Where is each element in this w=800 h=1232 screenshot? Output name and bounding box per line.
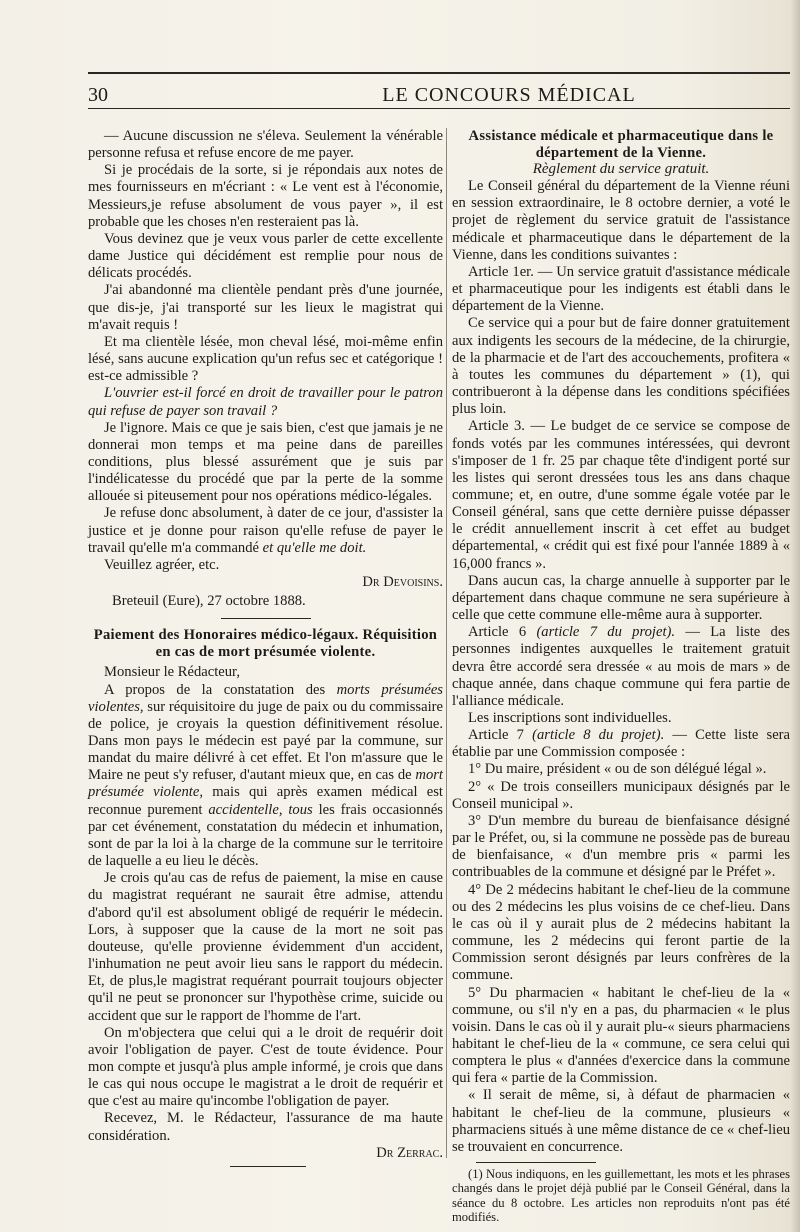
left-column — [88, 128, 443, 1162]
list-item: 3° D'un membre du bureau de bienfaisance désigné par le Préfet, ou, si la commune ne possède pas de bureau de bienfaisance, « d'un membre pris « parmi les contribuables de la commune et désigné par le Préfet ». — [452, 812, 790, 881]
paragraph — [452, 727, 790, 761]
paragraph-text: — La liste des personnes indigentes auxquelles le traitement gratuit devra être accordé sera dressée « au mois de mars » de chaque année, dans chaque commune qui fera partie de l'alliance médicale. — [452, 624, 790, 709]
paragraph: Je l'ignore. Mais ce que je sais bien, c'est que jamais je ne donnerai mon temps et ma peine dans de pareilles conditions, plus blessé assurément que je suis par l'indélicatesse du procédé que par la perte de la somme allouée si piteusement pour nos opérations médico-légales. — [88, 419, 443, 505]
paragraph-text: les frais occasionnés par cet événement, constatation du médecin et inhumation, sont de par la loi à la charge de la commune sur le territoire de laquelle a eu lieu le décès. — [88, 801, 443, 870]
italic-text: L'ouvrier est-il forcé en droit de travailler pour le patron qui refuse de payer son travail ? — [88, 385, 443, 419]
list-item: « Il serait de même, si, à défaut de pharmacien « habitant le chef-lieu de la commune, plusieurs « pharmaciens situés à une même distance de ce « chef-lieu se trouvaient en concurrence. — [452, 1087, 790, 1155]
paragraph: Je crois qu'au cas de refus de paiement, la mise en cause du magistrat requérant ne saurait être admise, attendu d'abord qu'il est absolument obligé de requérir le médecin. Lors, à supposer que la cause de la mort ne soit pas douteuse, qu'elle provienne évidemment d'un accident, l'inhumation ne peut avoir lieu sans le rapport du médecin. Et, de plus,le magistrat requérant pourrait toujours objecter qu'il ne peut se prononcer sur l'hypothèse crime, suicide ou accident que sur le rapport de l'homme de l'art. — [88, 870, 443, 1024]
paragraph-text: sur réquisitoire du juge de paix ou du commissaire de police, je croyais la question définitivement résolue. Dans mon pays le médecin est payé par la commune, sur mandat du maire délivré à cet effet. Et l'on m'assure que le Maire ne peut s'y refuser, d'autant mieux que, en cas de — [88, 698, 443, 784]
paragraph: Les inscriptions sont individuelles. — [468, 710, 672, 726]
list-item: 1° Du maire, président « ou de son délégué légal ». — [468, 761, 767, 778]
end-rule — [230, 1166, 306, 1167]
page-number: 30 — [88, 84, 108, 106]
header-rule — [88, 72, 790, 74]
paragraph: Le Conseil général du département de la Vienne réuni en session extraordinaire, le 8 octobre dernier, a voté le projet de règlement du service gratuit de l'assistance médicale et pharmaceutique dans le département de la Vienne, dans les conditions suivantes : — [452, 178, 790, 263]
paragraph: Recevez, M. le Rédacteur, l'assurance de ma haute considération. — [88, 1110, 443, 1144]
footnote: (1) Nous indiquons, en les guillemettant, les mots et les phrases changés dans le projet déjà publié par le Conseil Général, dans la séance du 8 octobre. Les articles non reproduits n'ont pas été modifiés. — [452, 1167, 790, 1225]
paragraph-text: mais qui après examen médical est reconnue purement — [88, 784, 443, 818]
page-edge-shadow — [790, 0, 800, 1232]
section-subtitle: Règlement du service gratuit. — [532, 161, 710, 177]
list-item: 4° De 2 médecins habitant le chef-lieu de la commune ou des 2 médecins les plus voisins de ce chef-lieu. Dans le cas où il y aurait plus de 2 médecins habitant la commune, les 2 médecins qui feront partie de la Commission seront désignés par leurs confrères de la commune. — [452, 881, 790, 984]
dateline: Breteuil (Eure), 27 octobre 1888. — [112, 593, 306, 610]
paragraph — [452, 624, 790, 710]
section-title: Assistance médicale et pharmaceutique dans le département de la Vienne. — [468, 128, 774, 161]
italic-paragraph — [88, 385, 443, 419]
italic-text: (article 7 du projet). — [536, 624, 676, 641]
signature: Dr Devoisins. — [362, 574, 443, 591]
section-divider — [221, 618, 311, 619]
header-rule-bottom — [88, 108, 790, 109]
paragraph-text: Article 6 — [468, 624, 527, 641]
paragraph: Dans aucun cas, la charge annuelle à supporter par le département dans chaque commune ne sera supérieure à celle que cette commune elle-même aura à supporter. — [452, 572, 790, 624]
paragraph: Et ma clientèle lésée, mon cheval lésé, moi-même enfin lésé, sans aucune explication qu'un refus sec et catégorique ! est-ce admissible ? — [88, 333, 443, 385]
paragraph-text: — Cette liste sera établie par une Commission composée : — [452, 727, 791, 761]
paragraph: J'ai abandonné ma clientèle pendant près d'une journée, que dis-je, j'ai transporté sur les lieux le magistrat qui m'avait requis ! — [88, 282, 443, 333]
section-title: Paiement des Honoraires médico-légaux. Réquisition en cas de mort présumée violente. — [93, 627, 438, 660]
list-item: 2° « De trois conseillers municipaux désignés par le Conseil municipal ». — [452, 778, 790, 812]
italic-text: (article 8 du projet). — [532, 727, 665, 744]
signature: Dr Zerrac. — [376, 1144, 443, 1161]
paragraph-text: Je refuse donc absolument, à dater de ce jour, d'assister la justice et je donne pour raison qu'elle refuse de payer le travail qu'elle m'a commandé — [88, 505, 443, 556]
paragraph-text: Article 7 — [468, 727, 524, 744]
paragraph — [88, 682, 443, 871]
column-divider — [446, 128, 447, 1158]
paragraph: Si je procédais de la sorte, si je répondais aux notes de mes fournisseurs en m'écriant : « Le vent est à l'économie, Messieurs,je refuse absolument de vous payer », il est probable que les choses n'en resteraient pas là. — [88, 162, 443, 230]
italic-text: accidentelle, tous — [208, 801, 313, 818]
paragraph: Article 3. — Le budget de ce service se compose de fonds votés par les communes intéressées, qui devront s'imposer de 1 fr. 25 par chaque tête d'indigent porté sur les listes qui seront dressées tous les ans dans chaque commune; et, en outre, d'une somme égale votée par le Conseil général, sans que cette dernière puisse dépasser le crédit annuellement inscrit à cet effet au budget départemental, « crédit qui est fixé pour l'année 1889 à « 16,000 francs ». — [452, 418, 790, 572]
paragraph: Article 1er. — Un service gratuit d'assistance médicale et pharmaceutique pour les indigents est établi dans le département de la Vienne. — [452, 263, 790, 315]
footnote-rule — [476, 1162, 596, 1163]
salutation: Monsieur le Rédacteur, — [104, 664, 240, 681]
list-item: 5° Du pharmacien « habitant le chef-lieu de la « commune, ou s'il n'y en a pas, du pharmacien « le plus voisin. Dans le cas où il y aurait plu-« sieurs pharmaciens habitant le chef-lieu de la « commune, ce sera celui qui comptera le plus « d'années d'exercice dans la commune qui fera « partie de la Commission. — [452, 984, 790, 1087]
closing-line: Veuillez agréer, etc. — [104, 556, 220, 573]
running-head: LE CONCOURS MÉDICAL — [382, 84, 636, 106]
paragraph: — Aucune discussion ne s'éleva. Seulement la vénérable personne refusa et refuse encore de me payer. — [88, 128, 443, 162]
paragraph: Vous devinez que je veux vous parler de cette excellente dame Justice qui décidément est remplie pour nous de délicats procédés. — [88, 230, 443, 282]
italic-text: morts présumées violentes, — [88, 681, 443, 715]
paragraph — [88, 505, 443, 556]
right-column — [452, 128, 790, 1225]
italic-text: mort présumée violente, — [88, 767, 443, 801]
paragraph: Ce service qui a pour but de faire donner gratuitement aux indigents les secours de la médecine, de la chirurgie, de la pharmacie et de l'art des accouchements, profitera « à toutes les communes du département » (1), qui contribueront à la dépense dans les conditions spécifiées plus loin. — [452, 315, 790, 418]
italic-text: et qu'elle me doit. — [262, 539, 367, 556]
paragraph-text: A propos de la constatation des — [104, 681, 326, 698]
paragraph: On m'objectera que celui qui a le droit de requérir doit avoir l'obligation de payer. C'est de toute évidence. Pour mon compte et jusqu'à plus ample informé, je crois que dans le cas qui nous occupe le magistrat a le droit de requérir et que c'est au maire qu'incombe l'obligation de payer. — [88, 1024, 443, 1110]
